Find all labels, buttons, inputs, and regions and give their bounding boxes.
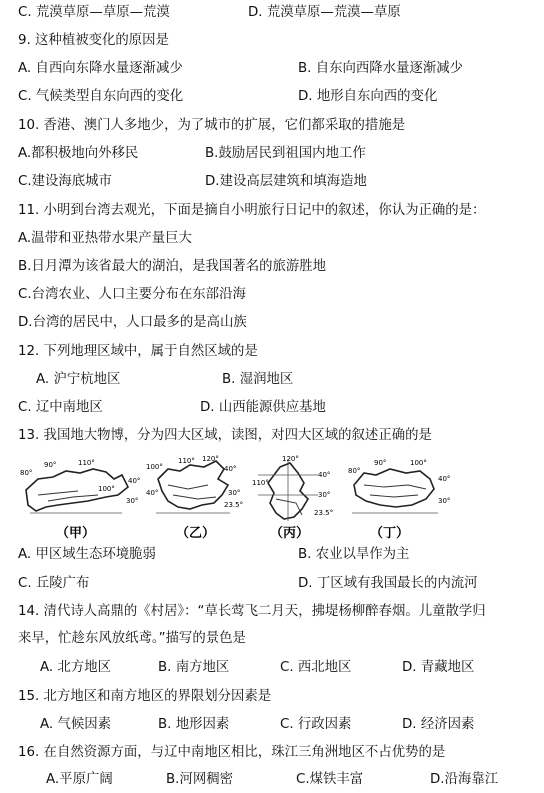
map-yi-label-1: 100° (146, 463, 163, 471)
map-bing-label-5: 23.5° (314, 509, 334, 517)
map-yi-label-3: 110° (178, 457, 195, 465)
q11-option-d-line (0, 310, 544, 336)
q13-options-cd (0, 571, 544, 597)
q10-stem-text: 10. 香港、澳门人多地少，为了城市的扩展，它们都采取的措施是 (18, 118, 406, 133)
map-jia-label-2: 90° (44, 461, 57, 469)
q9-option-b: B. 自东向西降水量逐渐减少 (298, 61, 463, 76)
map-bing-label-1: 120° (282, 455, 299, 463)
map-yi (146, 455, 243, 541)
map-yi-label-6: 40° (146, 489, 159, 497)
map-jia-caption: （甲） (56, 526, 96, 541)
q9-options-ab (0, 56, 544, 82)
q15-stem (0, 684, 544, 710)
q10-stem (0, 113, 544, 139)
q11-option-c: C.台湾农业、人口主要分布在东部沿海 (18, 287, 246, 302)
q14-stem-line-1 (0, 599, 544, 625)
q8-option-c: C. 荒漠草原—草原—荒漠 (18, 5, 170, 20)
q10-option-a: A.都积极地向外移民 (18, 146, 139, 161)
q9-option-d: D. 地形自东向西的变化 (298, 89, 438, 104)
q15-option-a: A. 气候因素 (40, 717, 111, 732)
q16-options (0, 767, 544, 793)
q11-option-b: B.日月潭为该省最大的湖泊，是我国著名的旅游胜地 (18, 259, 327, 274)
q15-stem-text: 15. 北方地区和南方地区的界限划分因素是 (18, 689, 272, 704)
map-ding-label-1: 90° (374, 459, 387, 467)
q12-option-a: A. 沪宁杭地区 (36, 372, 121, 387)
q12-option-b: B. 湿润地区 (222, 372, 294, 387)
q14-option-c: C. 西北地区 (280, 660, 352, 675)
four-regions-maps (18, 455, 528, 545)
q10-option-d: D.建设高层建筑和填海造地 (205, 174, 367, 189)
q10-options-cd (0, 169, 544, 195)
map-ding-caption: （丁） (370, 526, 410, 541)
map-ding-label-2: 100° (410, 459, 427, 467)
q14-option-a: A. 北方地区 (40, 660, 111, 675)
map-yi-label-2: 120° (202, 455, 219, 463)
q8-options-cd (0, 0, 544, 26)
q13-stem (0, 423, 544, 449)
map-bing-label-3: 40° (318, 471, 331, 479)
q10-option-c: C.建设海底城市 (18, 174, 112, 189)
q10-options-ab (0, 141, 544, 167)
map-yi-label-7: 23.5° (224, 501, 244, 509)
map-ding-label-3: 40° (438, 475, 451, 483)
q11-option-a: A.温带和亚热带水果产量巨大 (18, 231, 192, 246)
q16-option-d: D.沿海靠江 (430, 772, 499, 787)
q14-option-d: D. 青藏地区 (402, 660, 475, 675)
q12-option-c: C. 辽中南地区 (18, 400, 103, 415)
map-jia (20, 459, 140, 541)
map-jia-label-6: 30° (126, 497, 139, 505)
map-ding (348, 459, 450, 541)
map-yi-label-4: 40° (224, 465, 237, 473)
q11-stem-text: 11. 小明到台湾去观光，下面是摘自小明旅行日记中的叙述，你认为正确的是： (18, 203, 486, 218)
q14-stem-line-2 (0, 626, 544, 652)
q11-option-c-line (0, 282, 544, 308)
map-bing (252, 455, 333, 541)
q15-option-c: C. 行政因素 (280, 717, 352, 732)
q13-option-c: C. 丘陵广布 (18, 576, 90, 591)
q16-option-a: A.平原广阔 (46, 772, 113, 787)
q12-options-cd (0, 395, 544, 421)
q16-stem (0, 740, 544, 766)
q15-options (0, 712, 544, 738)
q15-option-b: B. 地形因素 (158, 717, 230, 732)
q14-option-b: B. 南方地区 (158, 660, 230, 675)
q14-options (0, 655, 544, 681)
q9-stem (0, 28, 544, 54)
q11-option-a-line (0, 226, 544, 252)
map-jia-label-4: 100° (98, 485, 115, 493)
q9-stem-text: 9. 这种植被变化的原因是 (18, 33, 169, 48)
map-yi-label-5: 30° (228, 489, 241, 497)
q14-stem-text-2: 来早，忙趁东风放纸鸢。”描写的景色是 (18, 631, 246, 646)
map-ding-label-4: 30° (438, 497, 451, 505)
map-jia-label-1: 80° (20, 469, 33, 477)
map-bing-caption: （丙） (270, 526, 310, 541)
map-bing-label-4: 30° (318, 491, 331, 499)
q9-options-cd (0, 84, 544, 110)
q9-option-c: C. 气候类型自东向西的变化 (18, 89, 184, 104)
q12-stem-text: 12. 下列地理区域中，属于自然区域的是 (18, 344, 258, 359)
q16-option-b: B.河网稠密 (166, 772, 234, 787)
q12-options-ab (0, 367, 544, 393)
q13-option-b: B. 农业以旱作为主 (298, 547, 410, 562)
q12-option-d: D. 山西能源供应基地 (200, 400, 326, 415)
q11-option-b-line (0, 254, 544, 280)
q16-option-c: C.煤铁丰富 (296, 772, 364, 787)
map-bing-label-2: 110° (252, 479, 269, 487)
q11-stem (0, 198, 544, 224)
q14-stem-text-1: 14. 清代诗人高鼎的《村居》：“草长莺飞二月天，拂堤杨柳醉春烟。儿童散学归 (18, 604, 486, 619)
map-yi-caption: （乙） (176, 526, 216, 541)
map-ding-label-5: 80° (348, 467, 361, 475)
map-jia-label-3: 110° (78, 459, 95, 467)
q13-options-ab (0, 542, 544, 568)
q12-stem (0, 339, 544, 365)
q10-option-b: B.鼓励居民到祖国内地工作 (205, 146, 366, 161)
map-jia-label-5: 40° (128, 477, 141, 485)
q11-option-d: D.台湾的居民中，人口最多的是高山族 (18, 315, 247, 330)
q9-option-a: A. 自西向东降水量逐渐减少 (18, 61, 183, 76)
q8-option-d: D. 荒漠草原—荒漠—草原 (248, 5, 401, 20)
q13-option-d: D. 丁区域有我国最长的内流河 (298, 576, 478, 591)
q13-stem-text: 13. 我国地大物博，分为四大区域，读图，对四大区域的叙述正确的是 (18, 428, 432, 443)
q16-stem-text: 16. 在自然资源方面，与辽中南地区相比，珠江三角洲地区不占优势的是 (18, 745, 446, 760)
q13-option-a: A. 甲区域生态环境脆弱 (18, 547, 156, 562)
q15-option-d: D. 经济因素 (402, 717, 475, 732)
